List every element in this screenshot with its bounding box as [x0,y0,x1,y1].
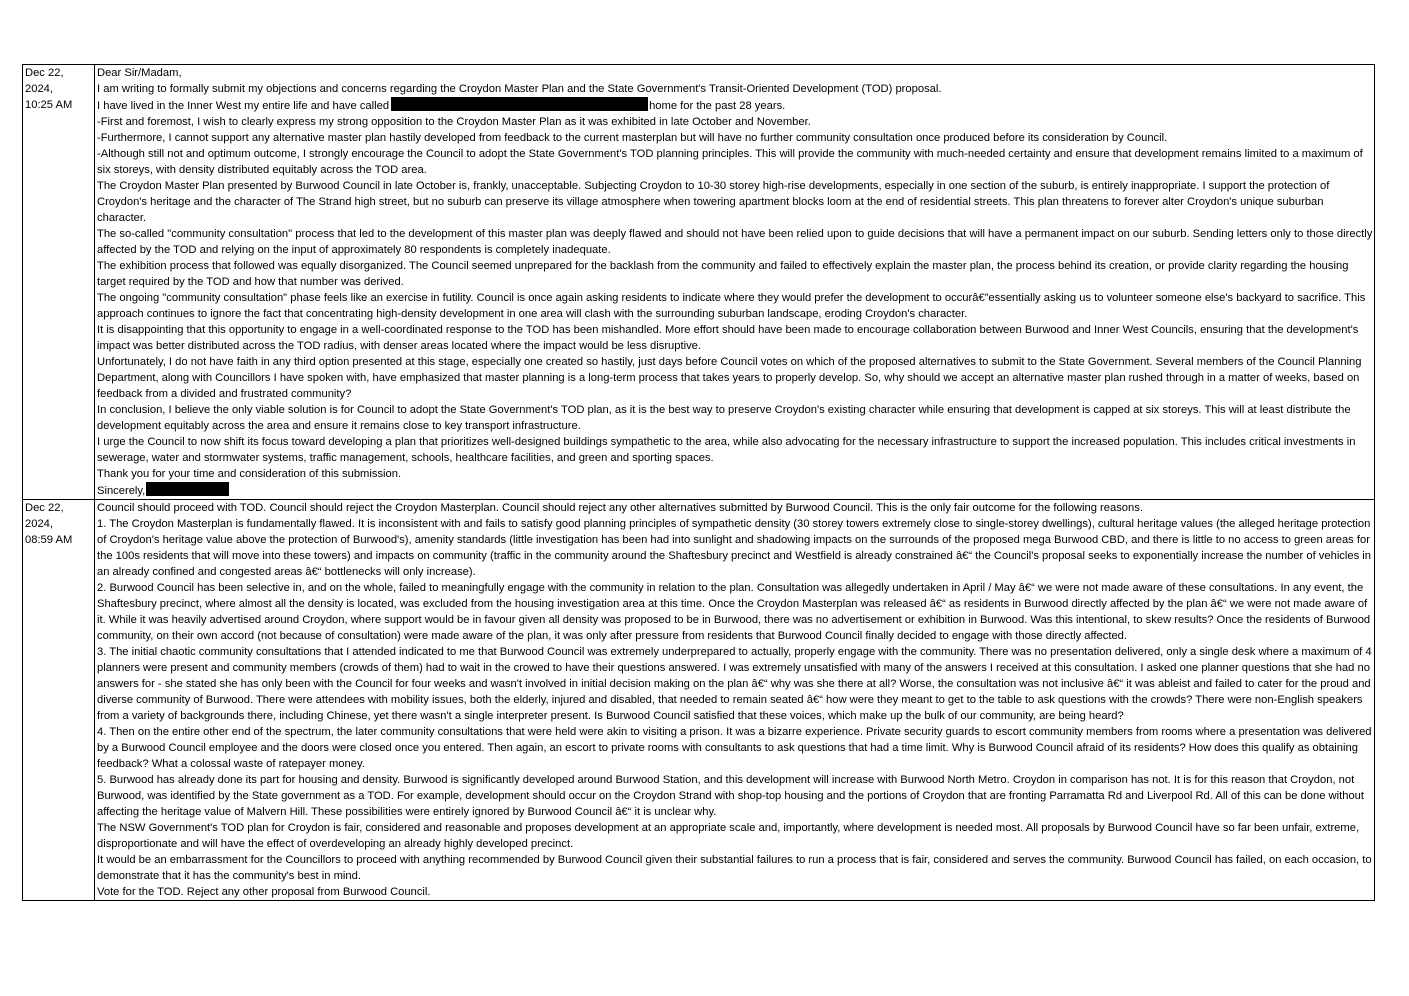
submission-text [95,65,1375,500]
paragraph: The so-called "community consultation" process that led to the development of this master plan was deeply flawed and should not have been relied upon to guide decisions that will have a permanent impact on our suburb. Sending letters only to those directly affected by the TOD and relying on the input of approximately 80 respondents is completely inadequate. [97,228,1373,256]
paragraph: I am writing to formally submit my objections and concerns regarding the Croydon Master Plan and the State Government's Transit-Oriented Development (TOD) proposal. [97,83,942,95]
date-cell [23,500,95,901]
signoff-text: Sincerely, [97,485,146,497]
paragraph: The ongoing "community consultation" phase feels like an exercise in futility. Council is once again asking residents to indicate where they would prefer the development to occurâ€”essentially asking us to volunteer someone else's backyard to sacrifice. This approach continues to ignore the fact that concentrating high-density development in one area will clash with the surrounding suburban landscape, eroding Croydon's character. [97,292,1366,320]
paragraph: The Croydon Master Plan presented by Burwood Council in late October is, frankly, unacceptable. Subjecting Croydon to 10-30 storey high-rise developments, especially in one section of the suburb, is entirely inappropriate. I support the protection of Croydon's heritage and the character of The Strand high street, but no suburb can preserve its village atmosphere when towering apartment blocks loom at the end of residential streets. This plan threatens to forever alter Croydon's unique suburban character. [97,180,1330,224]
paragraph: 2. Burwood Council has been selective in, and on the whole, failed to meaningfully engage with the community in relation to the plan. Consultation was allegedly undertaken in April / May â€“ we were not made aware of these consultations. In any event, the Shaftesbury precinct, where almost all the density is located, was excluded from the housing investigation area at this time. Once the Croydon Masterplan was released â€“ as residents in Burwood directly affected by the plan â€“ we were not made aware of it. While it was heavily advertised around Croydon, where support would be in favour given all density was proposed to be in Burwood, there was no advertisement or exhibition in Burwood. Was this intentional, to skew results? Once the residents of Burwood community, on their own accord (not because of consultation) were made aware of the plan, it was only after pressure from residents that Burwood Council finally decided to engage with those directly affected. [97,582,1371,642]
submission-time: 10:25 AM [25,99,73,111]
paragraph: It is disappointing that this opportunity to engage in a well-coordinated response to the TOD has been mishandled. More effort should have been made to encourage collaboration between Burwood and Inner West Councils, ensuring that the development's impact was better distributed across the TOD radius, with denser areas located where the impact would be less disruptive. [97,324,1359,352]
paragraph: Unfortunately, I do not have faith in any third option presented at this stage, especially one created so hastily, just days before Council votes on which of the proposed alternatives to submit to the State Government. Several members of the Council Planning Department, along with Councillors I have spoken with, have emphasized that master planning is a long-term process that takes years to properly develop. So, why should we accept an alternative master plan rushed through in a matter of weeks, based on feedback from a divided and frustrated community? [97,356,1362,400]
signoff-line [97,482,1373,499]
submission-date: Dec 22, 2024, [25,502,64,530]
paragraph: Council should proceed with TOD. Council should reject the Croydon Masterplan. Council should reject any other alternatives submitted by Burwood Council. This is the only fair outcome for the following reasons. [97,502,1143,514]
table-row [23,65,1375,500]
paragraph: Vote for the TOD. Reject any other proposal from Burwood Council. [97,886,431,898]
paragraph: -First and foremost, I wish to clearly express my strong opposition to the Croydon Master Plan as it was exhibited in late October and November. [97,116,811,128]
paragraph: The exhibition process that followed was equally disorganized. The Council seemed unprepared for the backlash from the community and failed to effectively explain the master plan, the process behind its creation, or provide clarity regarding the housing target required by the TOD and how that number was derived. [97,260,1349,288]
submission-text [95,500,1375,901]
paragraph: 5. Burwood has already done its part for housing and density. Burwood is significantly developed around Burwood Station, and this development will increase with Burwood North Metro. Croydon in comparison has not. It is for this reason that Croydon, not Burwood, was identified by the State government as a TOD. For example, development should occur on the Croydon Strand with shop-top housing and the portions of Croydon that are fronting Parramatta Rd and Liverpool Rd. All of this can be done without affecting the heritage value of Malvern Hill. These possibilities were entirely ignored by Burwood Council â€“ it is unclear why. [97,774,1364,818]
date-cell [23,65,95,500]
redaction-block [146,482,229,496]
paragraph: 3. The initial chaotic community consultations that I attended indicated to me that Burwood Council was extremely underprepared to actually, properly engage with the community. There was no presentation delivered, only a single desk where a maximum of 4 planners were present and community members (crowds of them) had to wait in the crowed to have their questions answered. I was extremely unsatisfied with many of the answers I received at this consultation. I asked one planner questions that she had no answers for - she stated she has only been with the Council for four weeks and wasn't involved in initial decision making on the plan â€“ why was she there at all? Worse, the consultation was not inclusive â€“ it was ableist and failed to cater for the proud and diverse community of Burwood. There were attendees with mobility issues, both the elderly, injured and disabled, that needed to remain seated â€“ how were they meant to get to the table to ask questions with the crowds? There were non-English speakers from a variety of backgrounds there, including Chinese, yet there wasn't a single interpreter present. Is Burwood Council satisfied that these voices, which make up the bulk of our community, are being heard? [97,646,1372,722]
paragraph: The NSW Government's TOD plan for Croydon is fair, considered and reasonable and proposes development at an appropriate scale and, importantly, where development is needed most. All proposals by Burwood Council have so far been unfair, extreme, disproportionate and will have the effect of overdeveloping an already highly developed precinct. [97,822,1360,850]
paragraph: I urge the Council to now shift its focus toward developing a plan that prioritizes well-designed buildings sympathetic to the area, while also advocating for the necessary infrastructure to support the increased population. This includes critical investments in sewerage, water and stormwater systems, traffic management, schools, healthcare facilities, and green and sporting spaces. [97,436,1356,464]
paragraph-text: I have lived in the Inner West my entire life and have called [97,100,390,112]
redaction-block [391,97,648,111]
paragraph: Thank you for your time and consideration of this submission. [97,468,402,480]
paragraph-with-redaction [97,97,1373,114]
submission-time: 08:59 AM [25,534,73,546]
paragraph: 1. The Croydon Masterplan is fundamentally flawed. It is inconsistent with and fails to satisfy good planning principles of sympathetic density (30 storey towers extremely close to single-storey dwellings), cultural heritage values (the alleged heritage protection of Croydon's heritage value above the protection of Burwood's), amenity standards (little investigation has been had into sunlight and shadowing impacts on the surrounds of the proposed mega Burwood CBD, and there is little to no access to green areas for the 100s residents that will move into these towers) and impacts on community (traffic in the community around the Shaftesbury precinct and Westfield is already constrained â€“ the Council's proposal seeks to exponentially increase the number of vehicles in an already confined and congested areas â€“ bottlenecks will only increase). [97,518,1372,578]
paragraph: Dear Sir/Madam, [97,67,182,79]
paragraph: In conclusion, I believe the only viable solution is for Council to adopt the State Government's TOD plan, as it is the best way to preserve Croydon's existing character while ensuring that development is capped at six storeys. This will at least distribute the development equitably across the area and ensure it remains close to key transport infrastructure. [97,404,1351,432]
submissions-table [22,64,1375,901]
submission-date: Dec 22, 2024, [25,67,64,95]
paragraph: -Furthermore, I cannot support any alternative master plan hastily developed from feedback to the current masterplan but will have no further community consultation once produced before its consideration by Council. [97,132,1168,144]
table-row [23,500,1375,901]
paragraph: It would be an embarrassment for the Councillors to proceed with anything recommended by Burwood Council given their substantial failures to run a process that is fair, considered and serves the community. Burwood Council has failed, on each occasion, to demonstrate that it has the community's best in mind. [97,854,1372,882]
paragraph-text: home for the past 28 years. [649,100,786,112]
paragraph: 4. Then on the entire other end of the spectrum, the later community consultations that were held were akin to visiting a prison. It was a bizarre experience. Private security guards to escort community members from rooms where a presentation was delivered by a Burwood Council employee and the doors were closed once you entered. Then again, an escort to private rooms with consultants to ask questions that had a time limit. Why is Burwood Council afraid of its residents? How does this qualify as obtaining feedback? What a colossal waste of ratepayer money. [97,726,1372,770]
paragraph: -Although still not and optimum outcome, I strongly encourage the Council to adopt the State Government's TOD planning principles. This will provide the community with much-needed certainty and ensure that development remains limited to a maximum of six storeys, with density distributed equitably across the TOD area. [97,148,1363,176]
